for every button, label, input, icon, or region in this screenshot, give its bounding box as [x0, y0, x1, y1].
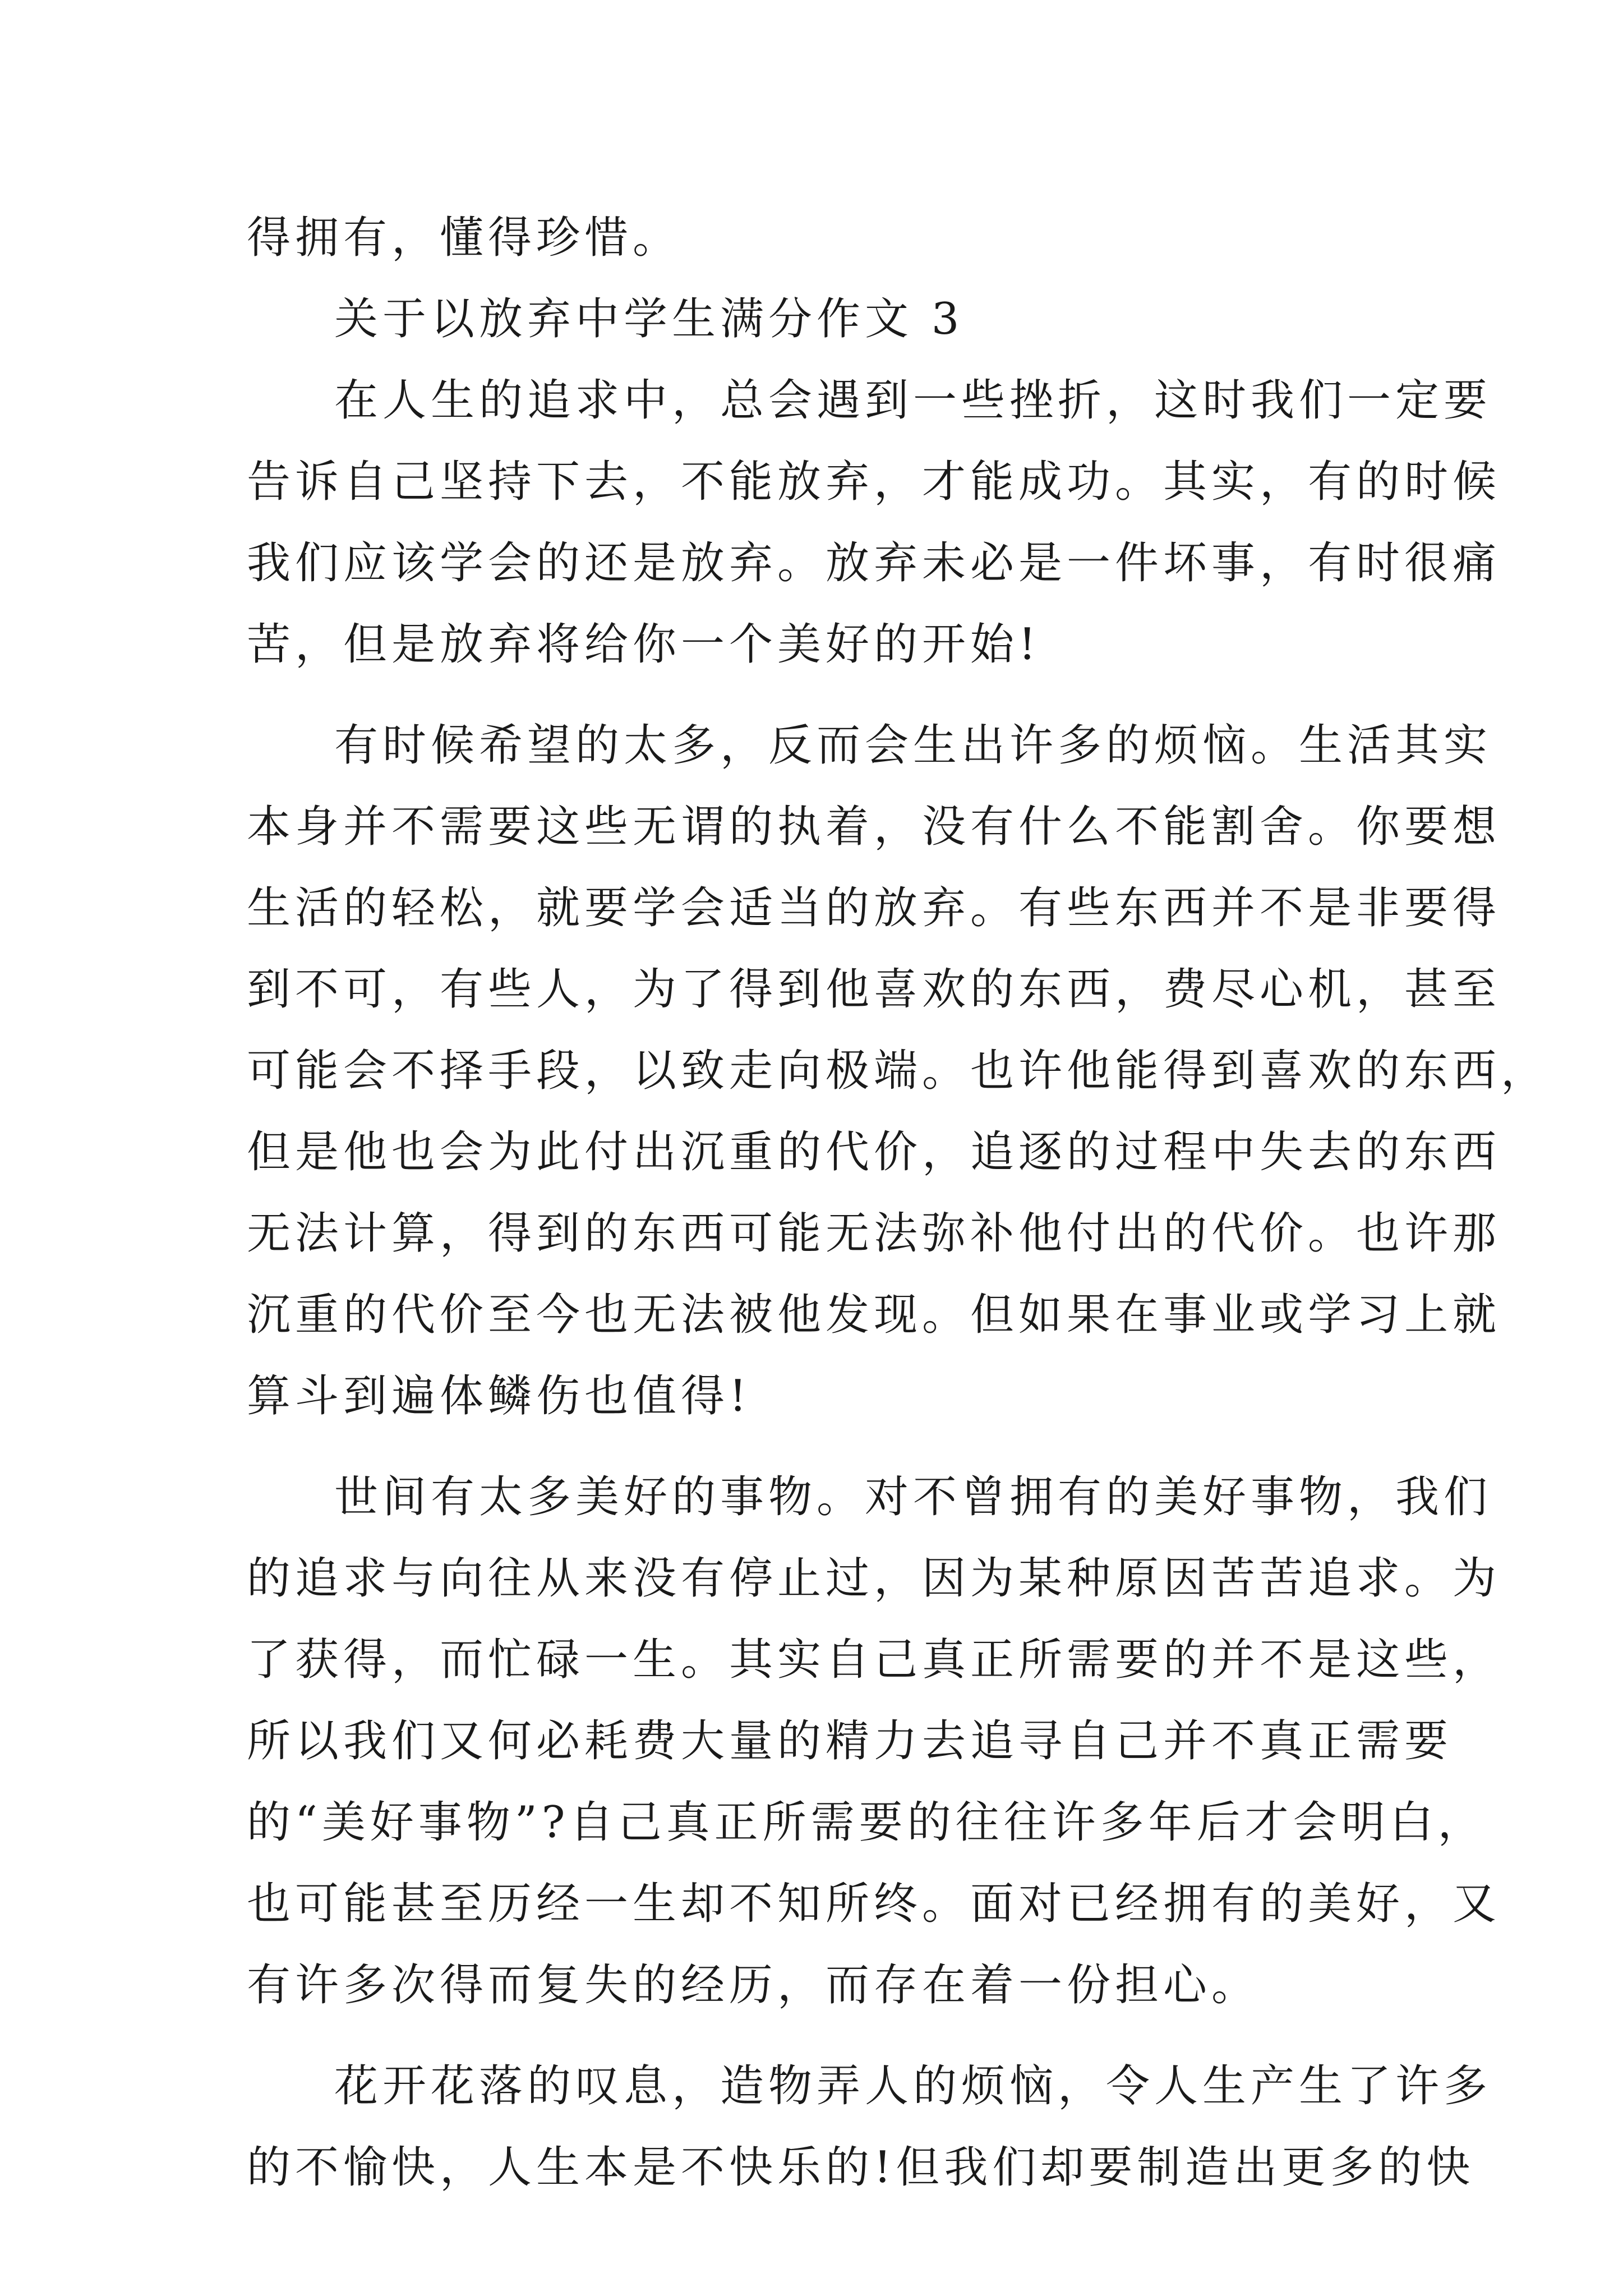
text-line: 我们应该学会的还是放弃。放弃未必是一件坏事，有时很痛 — [247, 538, 1501, 588]
text-line: 苦，但是放弃将给你一个美好的开始! — [247, 619, 1041, 670]
text-line: 有许多次得而复失的经历，而存在着一份担心。 — [247, 1960, 1260, 2010]
text-line: 所以我们又何必耗费大量的精力去追寻自己并不真正需要 — [247, 1716, 1453, 1766]
text-line: 可能会不择手段，以致走向极端。也许他能得到喜欢的东西， — [247, 1046, 1550, 1096]
text-line: 算斗到遍体鳞伤也值得! — [247, 1371, 751, 1421]
text-line: 告诉自己坚持下去，不能放弃，才能成功。其实，有的时候 — [247, 457, 1501, 507]
text-line: 的“美好事物”?自己真正所需要的往往许多年后才会明白， — [247, 1797, 1486, 1848]
text-line: 世间有太多美好的事物。对不曾拥有的美好事物，我们 — [334, 1472, 1492, 1522]
text-line: 到不可，有些人，为了得到他喜欢的东西，费尽心机，甚至 — [247, 964, 1501, 1015]
essay-title: 关于以放弃中学生满分作文 3 — [334, 294, 964, 344]
text-line: 有时候希望的太多，反而会生出许多的烦恼。生活其实 — [334, 720, 1492, 771]
essay-body — [247, 197, 1550, 2208]
text-line: 花开花落的叹息，造物弄人的烦恼，令人生产生了许多 — [334, 2061, 1492, 2111]
text-line: 生活的轻松，就要学会适当的放弃。有些东西并不是非要得 — [247, 883, 1501, 933]
text-line: 得拥有，懂得珍惜。 — [247, 213, 681, 263]
text-line: 无法计算，得到的东西可能无法弥补他付出的代价。也许那 — [247, 1208, 1501, 1259]
text-line: 本身并不需要这些无谓的执着，没有什么不能割舍。你要想 — [247, 802, 1501, 852]
text-line: 也可能甚至历经一生却不知所终。面对已经拥有的美好，又 — [247, 1879, 1501, 1929]
text-line: 了获得，而忙碌一生。其实自己真正所需要的并不是这些， — [247, 1635, 1501, 1685]
text-line: 在人生的追求中，总会遇到一些挫折，这时我们一定要 — [334, 375, 1492, 426]
text-line: 的追求与向往从来没有停止过，因为某种原因苦苦追求。为 — [247, 1553, 1501, 1604]
text-line: 的不愉快，人生本是不快乐的!但我们却要制造出更多的快 — [247, 2142, 1475, 2193]
text-line: 沉重的代价至今也无法被他发现。但如果在事业或学习上就 — [247, 1290, 1501, 1340]
text-line: 但是他也会为此付出沉重的代价，追逐的过程中失去的东西 — [247, 1127, 1501, 1177]
